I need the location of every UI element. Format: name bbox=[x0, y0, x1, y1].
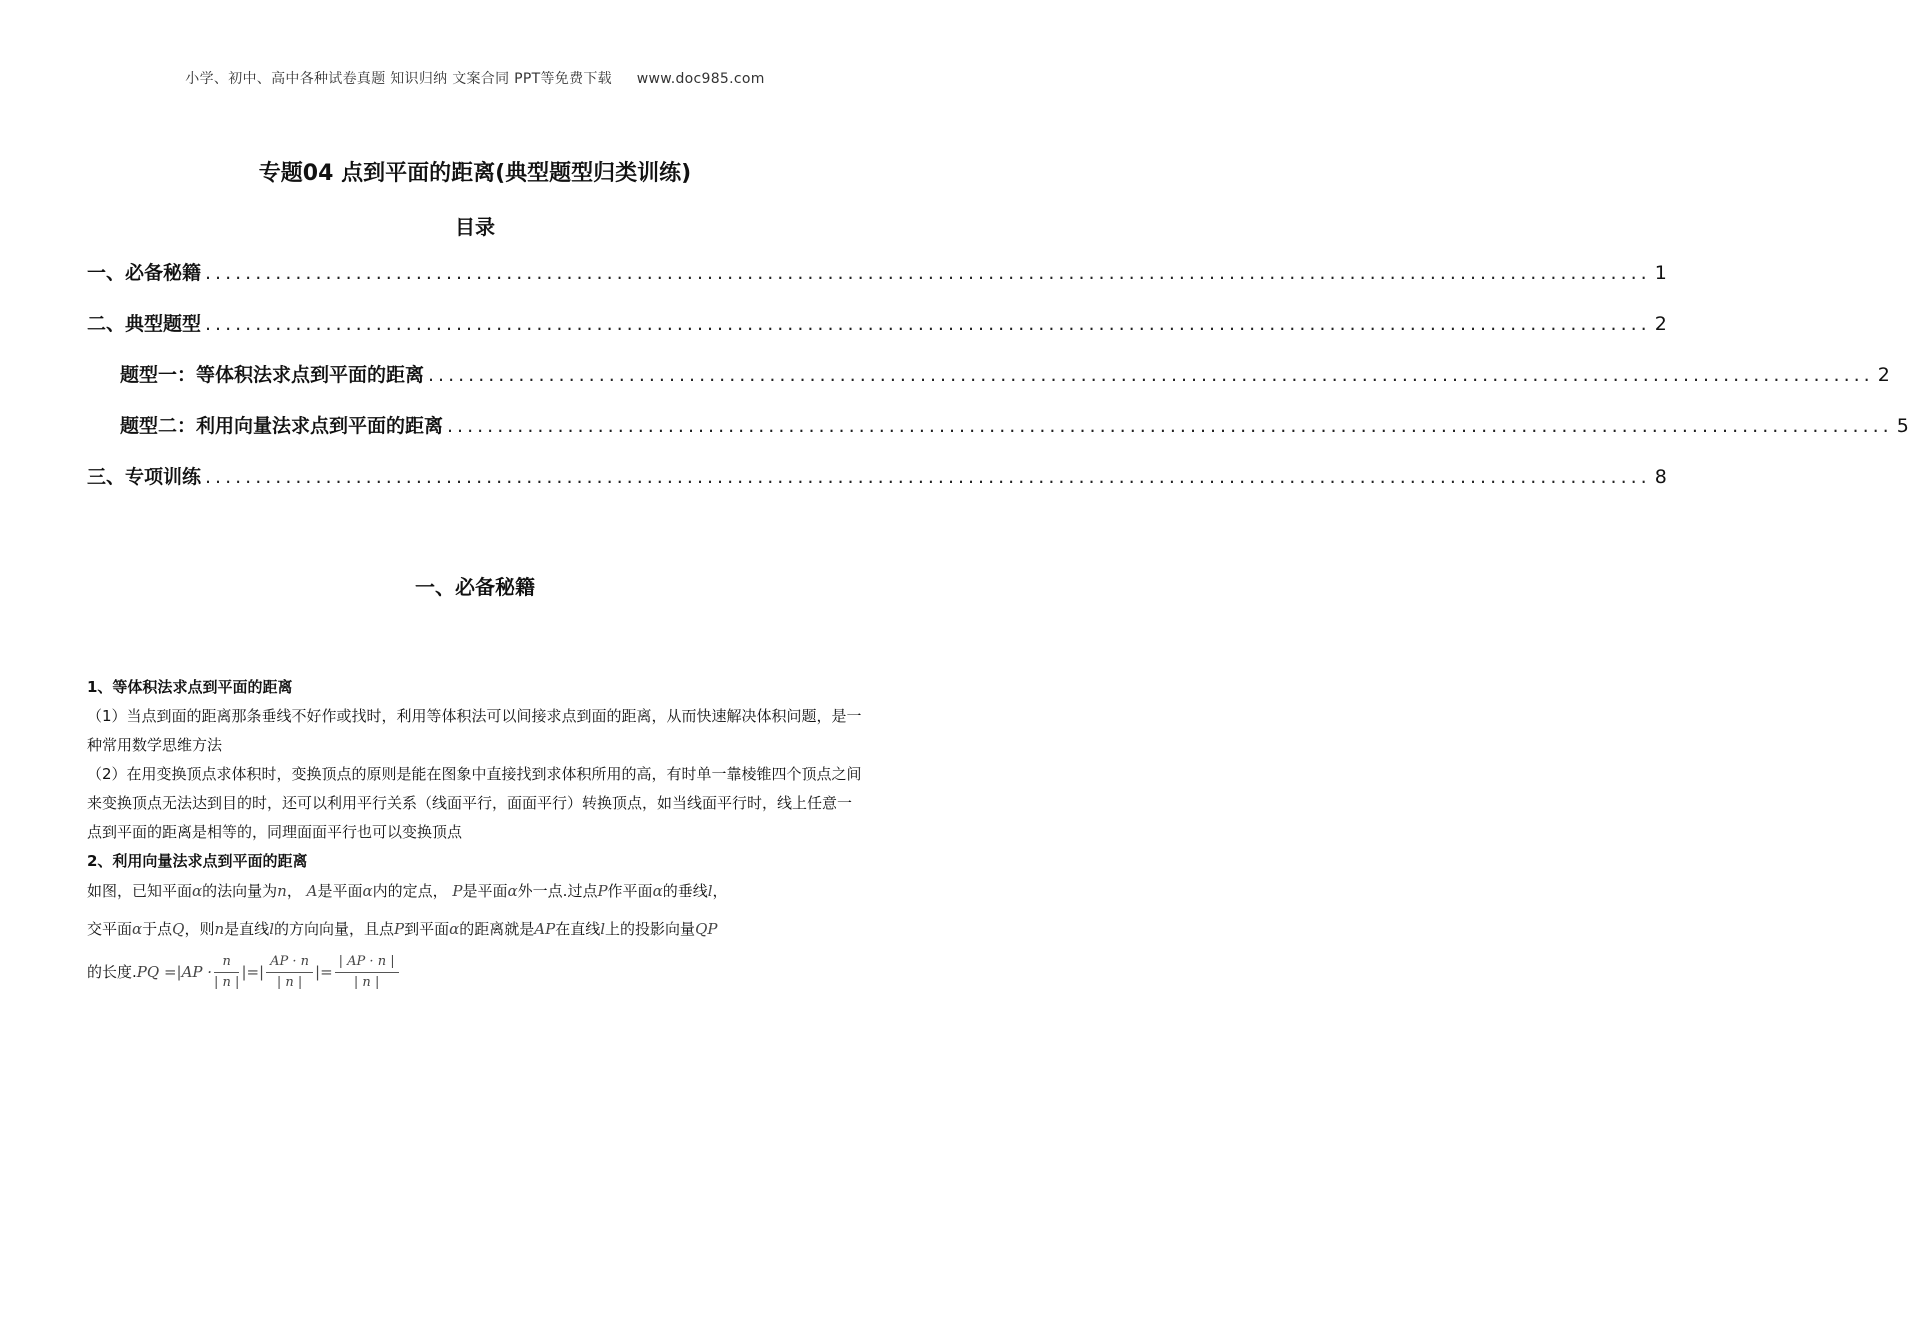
text: 交平面 bbox=[87, 920, 133, 938]
text: 上的投影向量 bbox=[605, 920, 696, 938]
toc-leader-dots: ................................................................................................................................................ bbox=[205, 262, 1651, 284]
toc-item-label: 一、必备秘籍 bbox=[87, 262, 202, 284]
section-heading: 一、必备秘籍 bbox=[415, 575, 535, 599]
toc-leader-dots: ................................................................................................................................................ bbox=[205, 313, 1651, 335]
text: 于点 bbox=[142, 920, 173, 938]
math-symbol: n bbox=[214, 920, 225, 938]
paragraph: （1）当点到面的距离那条垂线不好作或找时，利用等体积法可以间接求点到面的距离，从而快速解决体积问题，是一种常用数学思维方法 bbox=[87, 707, 862, 754]
subsection-title: 2、利用向量法求点到平面的距离 bbox=[87, 852, 308, 870]
toc-item-label: 二、典型题型 bbox=[87, 313, 202, 335]
toc-item[interactable] bbox=[87, 309, 1667, 360]
text: 内的定点， bbox=[372, 882, 448, 900]
math-symbol: α bbox=[192, 882, 203, 900]
formula-line bbox=[87, 950, 863, 994]
text: 到平面 bbox=[404, 920, 450, 938]
text: 的距离就是 bbox=[459, 920, 535, 938]
toc-item-page: 8 bbox=[1654, 466, 1667, 488]
text: 的方向向量，且点 bbox=[274, 920, 395, 938]
text: ， bbox=[712, 882, 728, 900]
math-symbol: α bbox=[132, 920, 143, 938]
table-of-contents bbox=[87, 258, 1909, 513]
header-url[interactable]: www.doc985.com bbox=[636, 71, 765, 87]
math-symbol: l bbox=[269, 920, 274, 938]
toc-item-label: 题型二：利用向量法求点到平面的距离 bbox=[120, 415, 444, 437]
fraction bbox=[335, 952, 399, 993]
text: 在直线 bbox=[555, 920, 601, 938]
toc-leader-dots: ................................................................................................................................................ bbox=[447, 415, 1893, 437]
math-symbol: P bbox=[452, 882, 463, 900]
math-symbol: l bbox=[707, 882, 713, 900]
subsection-title: 1、等体积法求点到平面的距离 bbox=[87, 678, 293, 696]
text: 是平面 bbox=[462, 882, 508, 900]
math-symbol: l bbox=[600, 920, 606, 938]
formula-part: |=| bbox=[241, 963, 265, 981]
toc-leader-dots: ................................................................................................................................................ bbox=[428, 364, 1874, 386]
toc-item-label: 题型一：等体积法求点到平面的距离 bbox=[120, 364, 425, 386]
formula-part: |= bbox=[315, 963, 333, 981]
toc-item[interactable] bbox=[87, 258, 1667, 309]
toc-item[interactable] bbox=[87, 462, 1667, 513]
text: 作平面 bbox=[607, 882, 653, 900]
toc-item[interactable] bbox=[87, 411, 1909, 462]
math-symbol: α bbox=[507, 882, 518, 900]
formula-part: AP · bbox=[181, 963, 213, 981]
paragraph: 如图，已知平面α的法向量为n， A是平面α内的定点， P是平面α外一点.过点P作平面α的垂线l， bbox=[87, 882, 728, 900]
text: 的法向量为 bbox=[202, 882, 278, 900]
fraction bbox=[214, 952, 239, 993]
toc-item-page: 2 bbox=[1877, 364, 1890, 386]
formula-part: PQ =| bbox=[136, 963, 182, 981]
toc-title: 目录 bbox=[455, 215, 495, 239]
math-symbol: α bbox=[362, 882, 373, 900]
toc-item-page: 2 bbox=[1654, 313, 1667, 335]
paragraph bbox=[87, 914, 863, 944]
math-symbol: A bbox=[306, 882, 318, 900]
math-symbol: AP bbox=[534, 920, 556, 938]
toc-item[interactable] bbox=[87, 360, 1890, 411]
math-symbol: α bbox=[449, 920, 460, 938]
section-body bbox=[87, 673, 863, 994]
fraction-denominator: | n | bbox=[276, 975, 303, 990]
fraction bbox=[266, 952, 313, 993]
math-symbol: Q bbox=[172, 920, 185, 938]
text: 外一点.过点 bbox=[517, 882, 598, 900]
math-symbol: P bbox=[597, 882, 608, 900]
toc-item-page: 5 bbox=[1896, 415, 1909, 437]
text: 如图，已知平面 bbox=[87, 882, 193, 900]
page-header bbox=[0, 68, 950, 88]
text: 是平面 bbox=[317, 882, 363, 900]
math-symbol: P bbox=[394, 920, 405, 938]
toc-leader-dots: ................................................................................................................................................ bbox=[205, 466, 1651, 488]
fraction-numerator: n bbox=[214, 952, 239, 973]
text: 的垂线 bbox=[662, 882, 708, 900]
fraction-numerator: AP · n bbox=[266, 952, 313, 973]
math-symbol: QP bbox=[695, 920, 718, 938]
header-text: 小学、初中、高中各种试卷真题 知识归纳 文案合同 PPT等免费下载 bbox=[185, 71, 612, 87]
fraction-denominator: | n | bbox=[214, 975, 240, 990]
text: ，则 bbox=[184, 920, 215, 938]
toc-item-page: 1 bbox=[1654, 262, 1667, 284]
toc-item-label: 三、专项训练 bbox=[87, 466, 202, 488]
text: 的长度. bbox=[87, 963, 137, 981]
fraction-numerator: | AP · n | bbox=[335, 952, 399, 973]
paragraph: （2）在用变换顶点求体积时，变换顶点的原则是能在图象中直接找到求体积所用的高，有时单一靠棱锥四个顶点之间来变换顶点无法达到目的时，还可以利用平行关系（线面平行，面面平行）转换顶点，如当线面平行时，线上任意一点到平面的距离是相等的，同理面面平行也可以变换顶点 bbox=[87, 765, 862, 841]
text: 是直线 bbox=[224, 920, 270, 938]
document-title: 专题04 点到平面的距离(典型题型归类训练) bbox=[258, 161, 692, 186]
fraction-denominator: | n | bbox=[353, 975, 380, 990]
math-symbol: α bbox=[652, 882, 663, 900]
math-symbol: n bbox=[277, 882, 287, 900]
